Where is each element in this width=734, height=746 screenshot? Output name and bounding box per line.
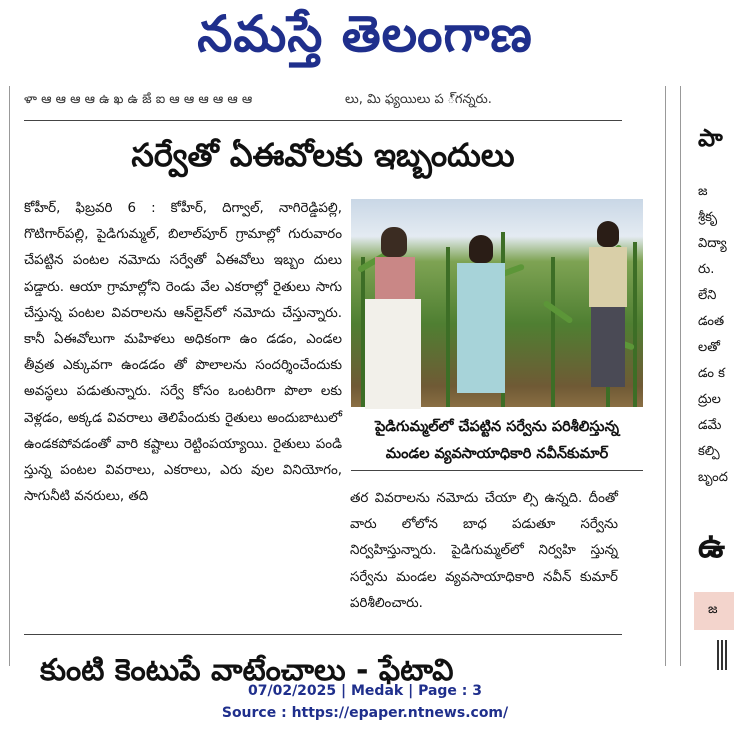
newspaper-clip bbox=[0, 86, 730, 688]
adjacent-headline-fragment: పా bbox=[698, 124, 723, 152]
photo-caption-line-2: మండల వ్యవసాయాధికారి నవీన్‌కుమార్ bbox=[385, 446, 609, 462]
masthead bbox=[0, 0, 730, 80]
previous-article-fragment-left: ళా ఆ ఆ ఆ ఆ ఉ ఖ ఉ ౙ ఐ ఆ ఆ ఆ ఆ ఆ ఆ bbox=[24, 92, 253, 107]
bottom-separator bbox=[24, 634, 622, 635]
adjacent-text-line: విద్యా bbox=[698, 236, 727, 251]
article-body-right-column: తర వివరాలను నమోదు చేయా ల్సి ఉన్నది. దీంతో వారు లోలోన బాధ పడుతూ సర్వేను నిర్వహిస్తున్నారు. పైడిగుమ్మల్‌లో నిర్వహి స్తున్న సర్వేను మండల వ్యవసాయాధికారి నవీన్ కుమార్ పరిశీలించారు. bbox=[350, 491, 618, 611]
adjacent-text-line: డం క bbox=[698, 366, 725, 381]
photo-caption bbox=[351, 414, 643, 468]
previous-article-fragment-right: లు, మి ఫ్యయిలు ప ్ౕగన్నరు. bbox=[345, 92, 492, 107]
photo-caption-line-1: పైడిగుమ్మల్‌లో చేపట్టిన సర్వేను పరిశీలిస్తున్న bbox=[374, 419, 620, 435]
adjacent-column-rule bbox=[680, 86, 681, 666]
article-separator bbox=[24, 120, 622, 121]
adjacent-text-line: ద్రుల bbox=[698, 392, 721, 407]
article-photo bbox=[351, 199, 643, 407]
adjacent-box-text: జ bbox=[708, 602, 718, 617]
newspaper-title: నమస్తే తెలంగాణ bbox=[197, 4, 533, 63]
adjacent-text-line: బృంద bbox=[698, 470, 728, 485]
next-article-headline-fragment: కుంటి కెంటుపే వాటేంచాలు - ఫేటావి bbox=[40, 653, 454, 688]
footer-source-link[interactable]: Source : https://epaper.ntnews.com/ bbox=[221, 705, 509, 721]
article-body-left-column: కోహీర్, ఫిబ్రవరి 6 : కోహీర్, దిగ్వాల్, నాగిరెడ్డిపల్లి, గొటిగార్‌పల్లి, పైడిగుమ్మల్, బిలాల్‌పూర్ గ్రామాల్లో గురువారం చేపట్టిన పంటల నమోదు సర్వేతో ఏఈవోలు ఇబ్బం దులు పడ్డారు. ఆయా గ్రామాల్లోని రెండు వేల ఎకరాల్లో రైతులు సాగు చేస్తున్న పంటల వివరాలను ఆన్‌లైన్‌లో నమోదు చేస్తున్నారు. కానీ ఏఈవోలుగా మహిళలు అధికంగా ఉం డడం, ఎండల తీవ్రత ఎక్కువగా ఉండడం తో పొలాలను సందర్శించేందుకు అవస్థలు పడుతున్నారు. సర్వే కోసం ఒంటరిగా పొలా లకు వెళ్లడం, అక్కడ వివరాలు తెలిపేందుకు రైతులు అందుబాటులో ఉండకపోవడంతో వారి కష్టాలు రెట్టింపయ్యాయి. రైతులు పండి స్తున్న పంటల వివరాలు, ఎకరాలు, ఎరు వుల వినియోగం, సాగునీటి వనరులు, తది bbox=[24, 201, 342, 505]
footer-date-edition: 07/02/2025 | Medak | Page : 3 bbox=[247, 683, 483, 699]
adjacent-highlight-box bbox=[694, 592, 734, 630]
article-headline: సర్వేతో ఏఈవోలకు ఇబ్బందులు bbox=[131, 136, 515, 174]
adjacent-text-line: శ్రీకృ bbox=[698, 210, 718, 225]
adjacent-text-line: జ bbox=[698, 184, 708, 199]
caption-separator bbox=[351, 470, 643, 471]
adjacent-text-line: డమే bbox=[698, 418, 722, 433]
scrollbar-indicator-icon bbox=[716, 640, 728, 670]
column-divider bbox=[665, 86, 666, 666]
adjacent-text-line: లతో bbox=[698, 340, 720, 355]
adjacent-text-line: రు. bbox=[698, 262, 715, 277]
left-border bbox=[9, 86, 10, 666]
page-footer bbox=[0, 680, 730, 724]
adjacent-text-line: లేని bbox=[698, 288, 717, 303]
adjacent-article-column bbox=[680, 86, 730, 666]
adjacent-text-line: డంత bbox=[698, 314, 725, 329]
adjacent-text-line: కల్పి bbox=[698, 444, 720, 459]
adjacent-big-letter: ఉ bbox=[698, 526, 726, 566]
